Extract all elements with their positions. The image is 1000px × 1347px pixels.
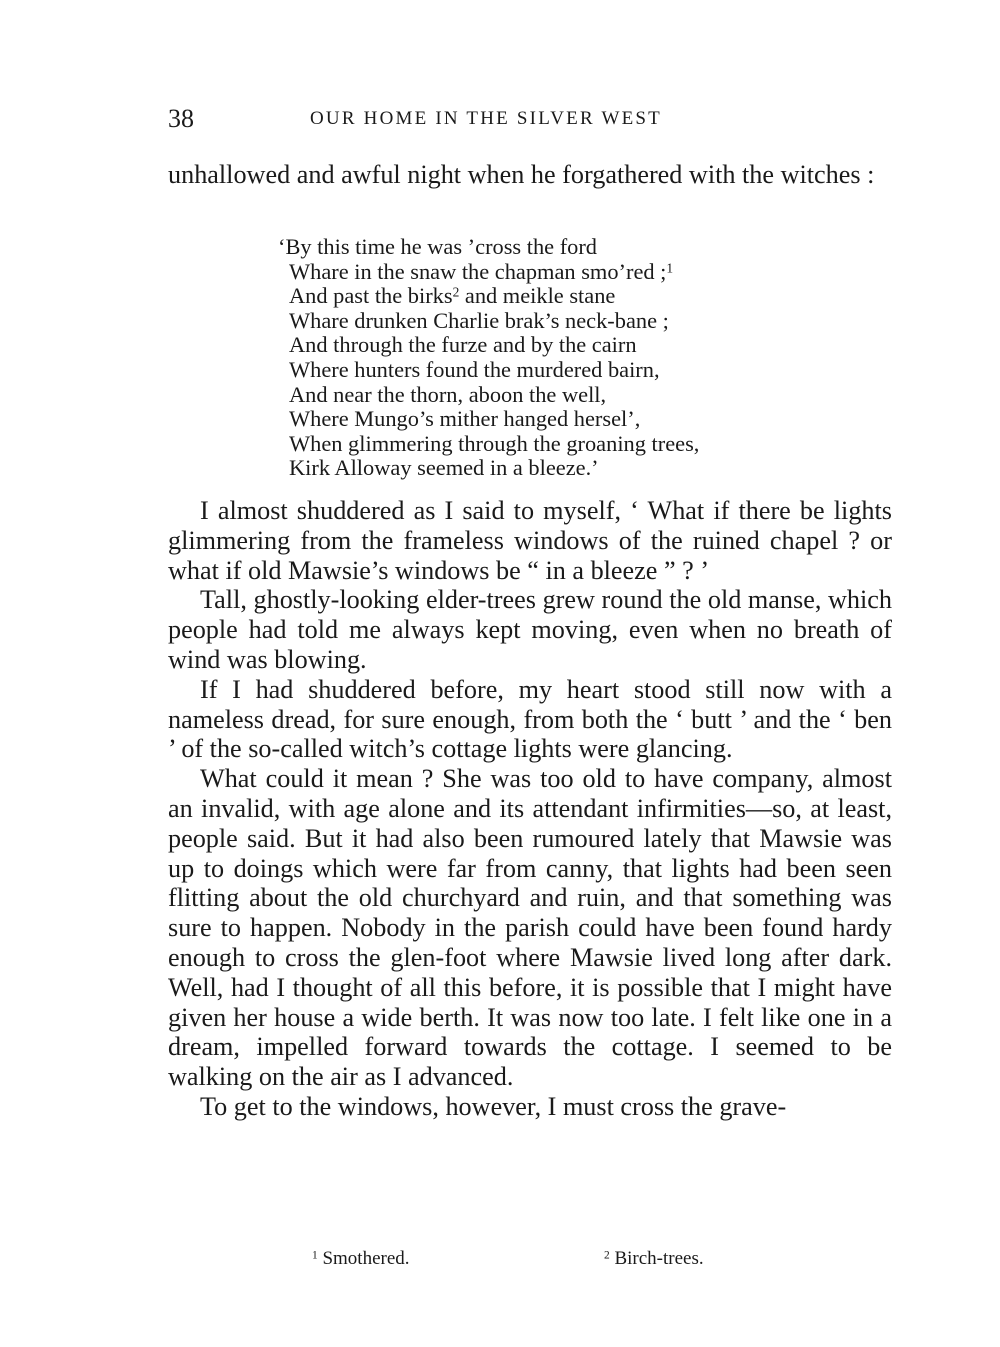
poem-line-rest: and meikle stane xyxy=(459,283,616,309)
poem-line: And through the furze and by the cairn xyxy=(289,332,637,358)
poem-line: Kirk Alloway seemed in a bleeze.’ xyxy=(289,455,599,481)
footnote xyxy=(312,1248,410,1270)
page-number: 38 xyxy=(168,104,194,133)
poem-line: Where hunters found the murdered bairn, xyxy=(289,356,660,382)
intro-text xyxy=(168,160,892,190)
paragraph: I almost shuddered as I said to myself, ‘ What if there be lights glimmering from the frameless windows of the ruined chapel ? or what if old Mawsie’s windows be “ in a bleeze ” ? ’ xyxy=(168,496,892,585)
poem-line: ‘By this time he was ’cross the ford xyxy=(278,234,598,259)
poem-line xyxy=(278,284,699,309)
footnote xyxy=(604,1248,704,1270)
poem-quote xyxy=(278,235,699,481)
poem-line: When glimmering through the groaning trees, xyxy=(289,430,700,456)
poem-line: Whare drunken Charlie brak’s neck-bane ; xyxy=(289,307,669,333)
paragraph: If I had shuddered before, my heart stood still now with a nameless dread, for sure enough, from both the ‘ butt ’ and the ‘ ben ’ of the so-called witch’s cottage lights were glancing. xyxy=(168,674,892,764)
poem-line-text: And past the birks xyxy=(289,283,453,309)
running-title: OUR HOME IN THE SILVER WEST xyxy=(310,108,662,129)
poem-line: And near the thorn, aboon the well, xyxy=(289,381,607,407)
paragraph: Tall, ghostly-looking elder-trees grew round the old manse, which people had told me always kept moving, even when no breath of wind was blowing. xyxy=(168,585,892,674)
poem-line xyxy=(278,260,699,285)
footnote-text: Smothered. xyxy=(317,1248,410,1269)
body-text xyxy=(168,496,892,1122)
paragraph: What could it mean ? She was too old to have company, almost an invalid, with age alone and its attendant infirmities—so, at least, people said. But it had also been rumoured lately that Mawsie was up to doings which were far from canny, that lights had been seen flitting about the old churchyard and ruin, and that something was sure to happen. Nobody in the parish could have been found hardy enough to cross the glen-foot where Mawsie lived long after dark. Well, had I thought of all this before, it is possible that I might have given her house a wide berth. It was now too late. I felt like one in a dream, impelled forward towards the cottage. I seemed to be walking on the air as I advanced. xyxy=(168,764,892,1092)
intro-paragraph: unhallowed and awful night when he forgathered with the witches : xyxy=(168,160,875,189)
footnote-ref: 1 xyxy=(666,259,674,275)
footnote-ref: 2 xyxy=(452,284,460,300)
footnote-mark: 1 xyxy=(312,1249,318,1262)
poem-line: Where Mungo’s mither hanged hersel’, xyxy=(289,406,641,432)
paragraph: To get to the windows, however, I must cross the grave- xyxy=(200,1091,787,1121)
poem-line-text: Whare in the snaw the chapman smo’red ; xyxy=(289,258,667,284)
page-header xyxy=(168,104,892,136)
footnote-text: Birch-trees. xyxy=(609,1248,704,1269)
footnote-mark: 2 xyxy=(604,1249,610,1262)
